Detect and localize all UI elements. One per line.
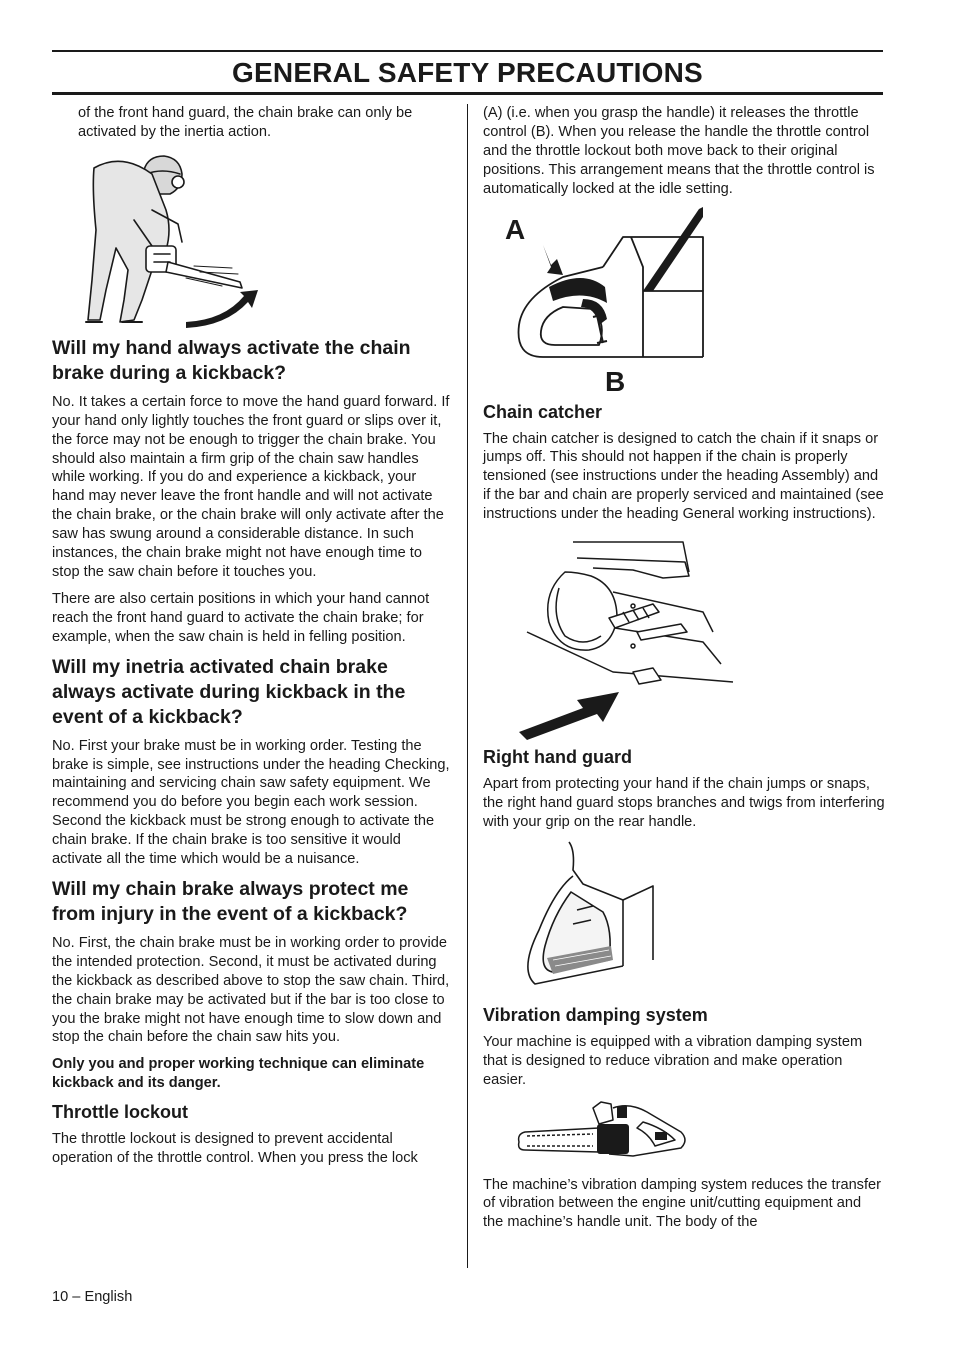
throttle-lockout-illustration bbox=[503, 207, 733, 397]
heading-inertia-brake: Will my inetria activated chain brake always activate during kickback in the event of a kickback? bbox=[52, 655, 406, 728]
vibration-damping-illustration bbox=[513, 1098, 703, 1168]
column-divider bbox=[467, 104, 468, 1268]
right-intro: (A) (i.e. when you grasp the handle) it releases the throttle control (B). When you release the handle the throttle control and the throttle lockout both move back to their original positions. This arrangement means that the throttle control is automatically locked at the idle setting. bbox=[483, 105, 875, 197]
hand-activate-paragraph-1: No. It takes a certain force to move the hand guard forward. If your hand only lightly touches the front guard or slips over it, the force may not be enough to trigger the chain brake. You should also maintain a firm grip of the chain saw handles while working. If you do and experience a kickback, your hand may never leave the front handle and will not activate the chain brake, or the chain brake will only activate after the saw has swung around a considerable distance. In such instances, the chain brake might not have enough time to stop the saw chain before it touches you. bbox=[52, 393, 450, 580]
warning-statement: Only you and proper working technique can eliminate kickback and its danger. bbox=[52, 1056, 425, 1092]
vibration-damping-paragraph-1: Your machine is equipped with a vibration damping system that is designed to reduce vibration and make operation easier. bbox=[483, 1033, 863, 1088]
title-rule bbox=[52, 92, 883, 95]
heading-right-hand-guard: Right hand guard bbox=[483, 747, 632, 768]
hand-activate-paragraph-2: There are also certain positions in which your hand cannot reach the front hand guard to activate the chain brake; for example, when the saw chain is held in felling position. bbox=[52, 590, 430, 645]
vibration-damping-paragraph-2: The machine’s vibration damping system reduces the transfer of vibration between the engine unit/cutting equipment and the machine’s handle unit. The body of the bbox=[483, 1176, 882, 1231]
top-rule bbox=[52, 50, 883, 52]
label-b: B bbox=[605, 365, 626, 397]
chain-catcher-illustration bbox=[513, 532, 743, 742]
heading-vibration-damping: Vibration damping system bbox=[483, 1004, 708, 1025]
throttle-lockout-paragraph: The throttle lockout is designed to prevent accidental operation of the throttle control. When you press the lock bbox=[52, 1131, 418, 1167]
inertia-brake-paragraph: No. First your brake must be in working order. Testing the brake is simple, see instructions under the heading Checking, maintaining and servicing chain saw safety equipment. We recommend you do before you begin each work session. Second the kickback must be strong enough to activate the chain brake. If the chain brake is too sensitive it would activate all the time which would be a nuisance. bbox=[52, 737, 450, 868]
chain-catcher-paragraph: The chain catcher is designed to catch the chain if it snaps or jumps off. This should not happen if the chain is properly tensioned (see instructions under the heading Assembly) and if the bar and chain are properly serviced and maintained (see instructions under the heading General working instructions). bbox=[483, 430, 884, 523]
brake-protect-paragraph: No. First, the chain brake must be in working order to provide the intended protection. Second, it must be activated during the kickback as described above to stop the saw chain. Third, the chain brake may be activated but if the bar is too close to you the brake might not have enough time to slow down and stop the chain before the chain saw hits you. bbox=[52, 934, 450, 1046]
heading-brake-protect: Will my chain brake always protect me from injury in the event of a kickback? bbox=[52, 877, 409, 925]
right-column bbox=[483, 104, 885, 1240]
right-hand-guard-illustration bbox=[513, 840, 693, 1000]
heading-throttle-lockout: Throttle lockout bbox=[52, 1102, 188, 1123]
page-footer: 10 – English bbox=[52, 1289, 133, 1305]
heading-chain-catcher: Chain catcher bbox=[483, 401, 603, 422]
page-title: GENERAL SAFETY PRECAUTIONS bbox=[232, 57, 703, 88]
label-a: A bbox=[505, 213, 526, 245]
heading-hand-activate: Will my hand always activate the chain brake during a kickback? bbox=[52, 336, 411, 384]
left-column bbox=[52, 104, 452, 1176]
left-intro: of the front hand guard, the chain brake can only be activated by the inertia action. bbox=[78, 105, 413, 140]
operator-kickback-illustration bbox=[82, 150, 292, 330]
right-hand-guard-paragraph: Apart from protecting your hand if the chain jumps or snaps, the right hand guard stops branches and twigs from interfering with your grip on the rear handle. bbox=[483, 776, 885, 830]
